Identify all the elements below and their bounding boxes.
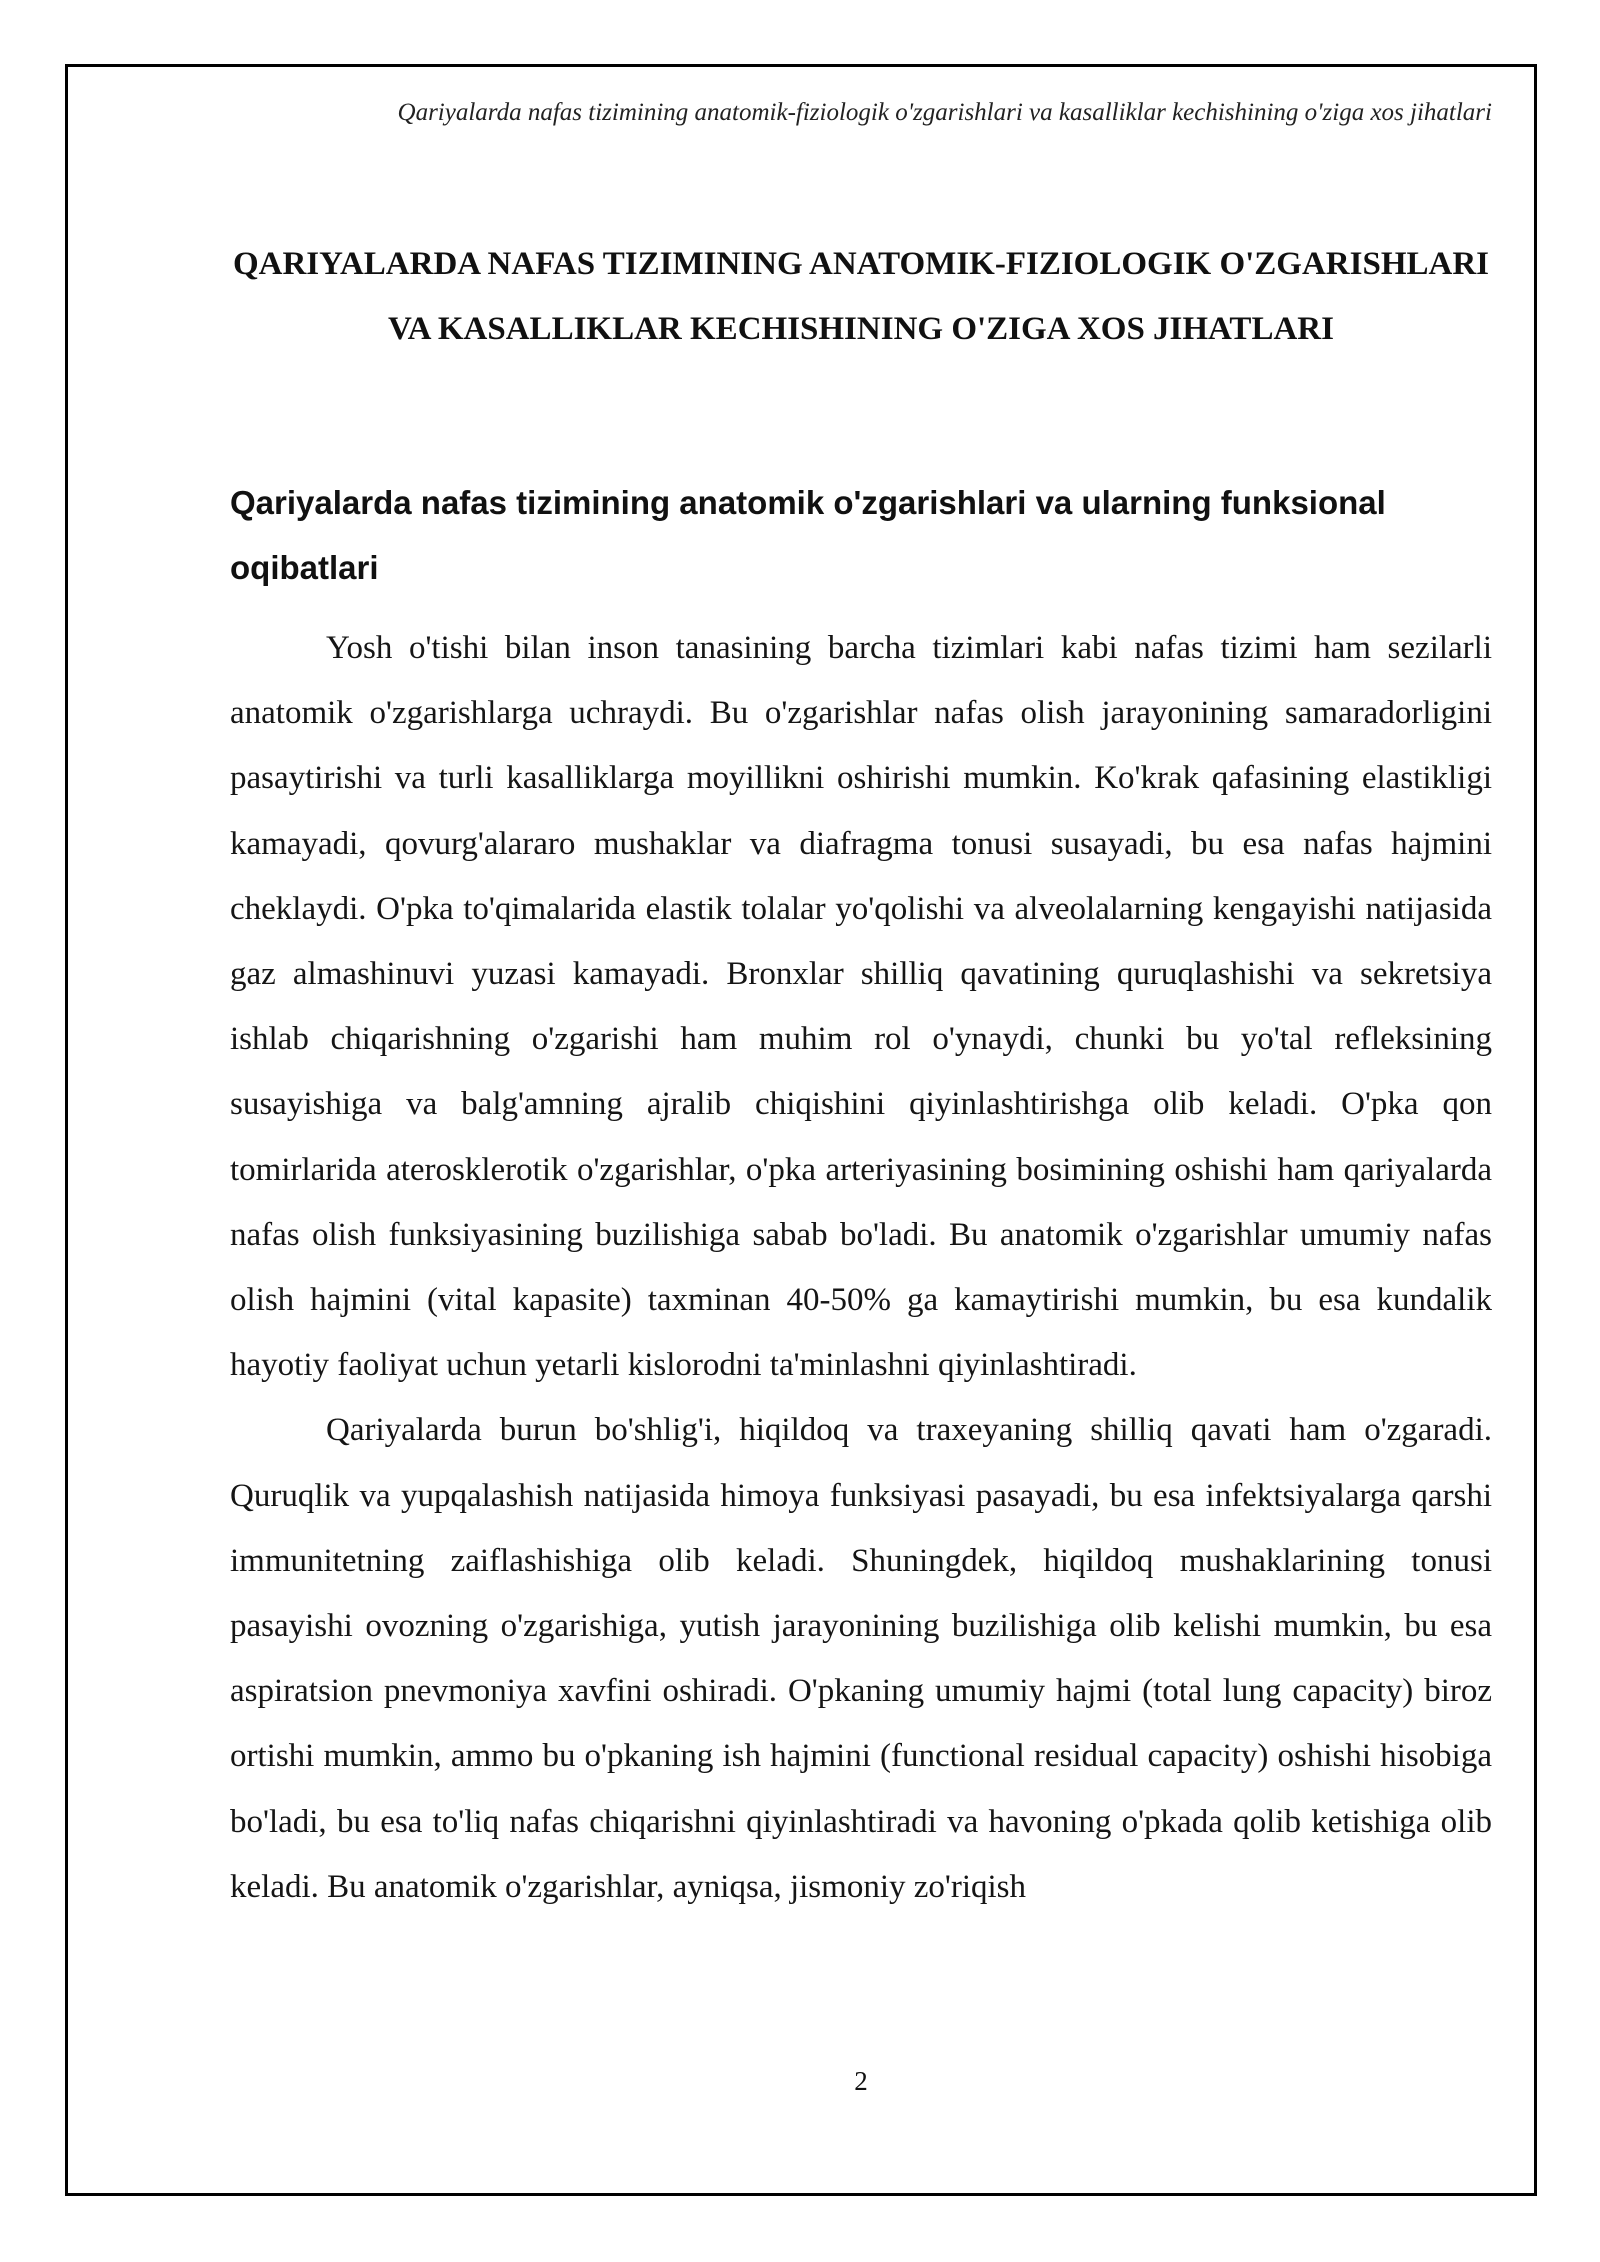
page-number: 2 [854,2066,868,2096]
body-text [230,616,1492,1920]
document-title: QARIYALARDA NAFAS TIZIMINING ANATOMIK-FIZIOLOGIK O'ZGARISHLARI VA KASALLIKLAR KECHISHINING O'ZIGA XOS JIHATLARI [232,246,1490,347]
paragraph: Qariyalarda burun bo'shlig'i, hiqildoq va traxeyaning shilliq qavati ham o'zgaradi. Quruqlik va yupqalashish natijasida himoya funksiyasi pasayadi, bu esa infektsiyalarga qarshi immunitetning zaiflashishiga olib keladi. Shuningdek, hiqildoq mushaklarining tonusi pasayishi ovozning o'zgarishiga, yutish jarayonining buzilishiga olib kelishi mumkin, bu esa aspiratsion pnevmoniya xavfini oshiradi. O'pkaning umumiy hajmi (total lung capacity) biroz ortishi mumkin, ammo bu o'pkaning ish hajmini (functional residual capacity) oshishi hisobiga bo'ladi, bu esa to'liq nafas chiqarishni qiyinlashtiradi va havoning o'pkada qolib ketishiga olib keladi. Bu anatomik o'zgarishlar, ayniqsa, jismoniy zo'riqish [230,1412,1492,1905]
running-header: Qariyalarda nafas tizimining anatomik-fiziologik o'zgarishlari va kasalliklar kechishining o'ziga xos jihatlari [397,99,1492,126]
paragraph: Yosh o'tishi bilan inson tanasining barcha tizimlari kabi nafas tizimi ham sezilarli anatomik o'zgarishlarga uchraydi. Bu o'zgarishlar nafas olish jarayonining samaradorligini pasaytirishi va turli kasalliklarga moyillikni oshirishi mumkin. Ko'krak qafasining elastikligi kamayadi, qovurg'alararo mushaklar va diafragma tonusi susayadi, bu esa nafas hajmini cheklaydi. O'pka to'qimalarida elastik tolalar yo'qolishi va alveolalarning kengayishi natijasida gaz almashinuvi yuzasi kamayadi. Bronxlar shilliq qavatining quruqlashishi va sekretsiya ishlab chiqarishning o'zgarishi ham muhim rol o'ynaydi, chunki bu yo'tal refleksining susayishiga va balg'amning ajralib chiqishini qiyinlashtirishga olib keladi. O'pka qon tomirlarida aterosklerotik o'zgarishlar, o'pka arteriyasining bosimining oshishi ham qariyalarda nafas olish funksiyasining buzilishiga sabab bo'ladi. Bu anatomik o'zgarishlar umumiy nafas olish hajmini (vital kapasite) taxminan 40-50% ga kamaytirishi mumkin, bu esa kundalik hayotiy faoliyat uchun yetarli kislorodni ta'minlashni qiyinlashtiradi. [230,630,1492,1384]
section-heading: Qariyalarda nafas tizimining anatomik o'zgarishlari va ularning funksional oqibatlari [230,484,1386,586]
